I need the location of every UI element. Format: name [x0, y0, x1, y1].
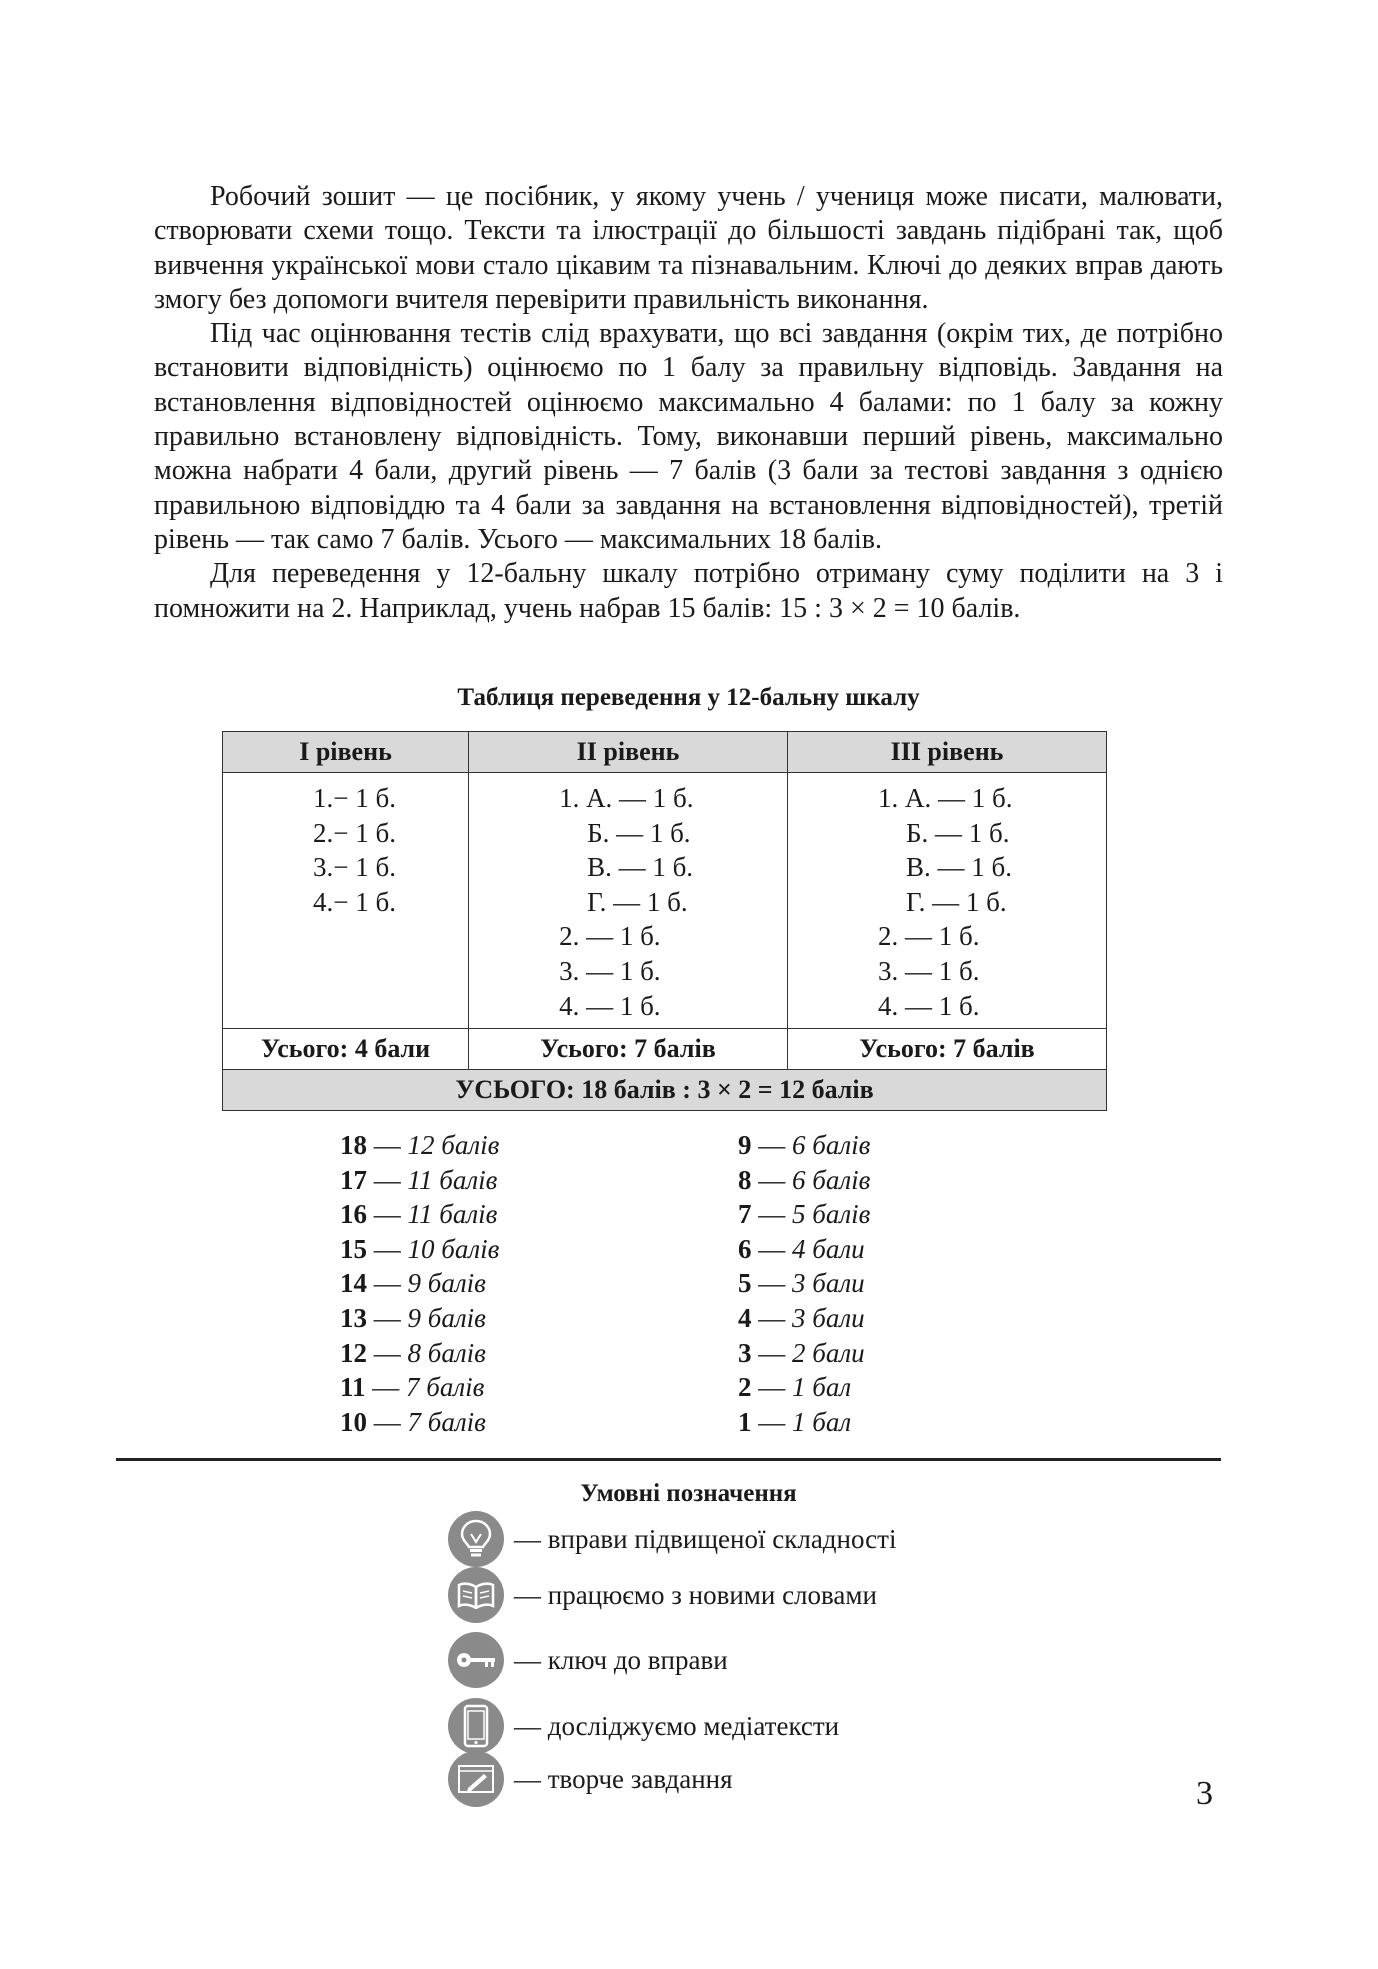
legend-text: — ключ до вправи: [514, 1644, 728, 1675]
scale-row: 7 — 5 балів: [738, 1199, 871, 1230]
level-2-line: 2. — 1 б.: [559, 921, 661, 952]
legend-text: — вправи підвищеної складності: [514, 1523, 897, 1554]
scale-row: 11 — 7 балів: [340, 1372, 485, 1403]
legend-item-pencil: [448, 1750, 733, 1808]
table-title: Таблиця переведення у 12-бальну шкалу: [457, 684, 920, 711]
scale-row: 12 — 8 балів: [340, 1337, 486, 1368]
scale-row: 9 — 6 балів: [738, 1130, 871, 1160]
key-icon: [448, 1632, 504, 1688]
scale-left-column: [340, 1128, 499, 1439]
level-3-line: 3. — 1 б.: [878, 955, 980, 986]
level-1-line: 4.− 1 б.: [313, 886, 396, 917]
level-2-line: 1. А. — 1 б.: [559, 783, 694, 813]
level-2-cell: [469, 773, 788, 1029]
legend-text: — досліджуємо медіатексти: [514, 1710, 840, 1741]
level-1-line: 3.− 1 б.: [313, 852, 396, 883]
page-number: 3: [1196, 1775, 1213, 1812]
scale-row: 18 — 12 балів: [340, 1130, 500, 1160]
scale-row: 8 — 6 балів: [738, 1164, 871, 1195]
level-1-cell: [223, 773, 469, 1029]
scale-row: 6 — 4 бали: [738, 1233, 865, 1264]
level-2-line: Б. — 1 б.: [587, 817, 691, 848]
level-2-line: 4. — 1 б.: [559, 990, 661, 1021]
scale-row: 13 — 9 балів: [340, 1302, 486, 1333]
scale-row: 16 — 11 балів: [340, 1199, 498, 1230]
scale-row: 14 — 9 балів: [340, 1268, 486, 1299]
legend-item-book: [448, 1566, 877, 1624]
level-3-line: Б. — 1 б.: [906, 817, 1010, 848]
scale-row: 2 — 1 бал: [738, 1372, 852, 1403]
legend-item-key: [448, 1631, 728, 1689]
subtotal-level-1: Усього: 4 бали: [223, 1029, 469, 1070]
scale-row: 1 — 1 бал: [738, 1406, 852, 1437]
scale-row: 17 — 11 балів: [340, 1164, 498, 1195]
scale-row: 5 — 3 бали: [738, 1268, 865, 1299]
section-divider: [116, 1458, 1221, 1461]
scale-row: 4 — 3 бали: [738, 1302, 865, 1333]
legend-text: — працюємо з новими словами: [514, 1579, 877, 1610]
level-3-cell: [788, 773, 1107, 1029]
header-level-2: ІІ рівень: [469, 732, 788, 773]
pencil-icon: [448, 1751, 504, 1807]
legend-text: — творче завдання: [514, 1763, 733, 1794]
page-content: [154, 180, 1223, 1794]
grand-total: УСЬОГО: 18 балів : 3 × 2 = 12 балів: [223, 1070, 1107, 1111]
header-level-1: І рівень: [223, 732, 469, 773]
level-1-line: 2.− 1 б.: [313, 817, 396, 848]
book-icon: [448, 1567, 504, 1623]
conversion-table: [222, 731, 1107, 1111]
level-2-line: В. — 1 б.: [587, 852, 694, 883]
header-level-3: ІІІ рівень: [788, 732, 1107, 773]
subtotal-level-3: Усього: 7 балів: [788, 1029, 1107, 1070]
level-3-line: В. — 1 б.: [906, 852, 1013, 883]
intro-paragraph-2: Під час оцінювання тестів слід врахувати, що всі завдання (окрім тих, де потрібно встановити відповідність) оцінюємо по 1 балу за правильну відповідь. Завдання на встановлення відповідностей оцінюємо максимально 4 балами: по 1 балу за кожну правильно встановлену відповідність. Тому, виконавши перший рівень, максимально можна набрати 4 бали, другий рівень — 7 балів (3 бали за тестові завдання з однією правильною відповіддю та 4 бали за завдання на встановлення відповідностей), третій рівень — так само 7 балів. Усього — максимальних 18 балів.: [154, 318, 1223, 555]
level-3-line: Г. — 1 б.: [906, 886, 1007, 917]
level-3-line: 2. — 1 б.: [878, 921, 980, 952]
level-2-line: 3. — 1 б.: [559, 955, 661, 986]
scale-row: 10 — 7 балів: [340, 1406, 486, 1437]
legend-item-lightbulb: [448, 1510, 896, 1568]
legend-item-smartphone: [448, 1697, 839, 1755]
scale-row: 15 — 10 балів: [340, 1233, 500, 1264]
scale-right-column: [738, 1128, 870, 1439]
intro-paragraph-3: Для переведення у 12-бальну шкалу потрібно отриману суму поділити на 3 і помножити на 2. Наприклад, учень набрав 15 балів: 15 : 3 × 2 = 10 балів.: [154, 558, 1223, 624]
subtotal-level-2: Усього: 7 балів: [469, 1029, 788, 1070]
level-2-line: Г. — 1 б.: [587, 886, 688, 917]
smartphone-icon: [448, 1698, 504, 1754]
level-1-line: 1.− 1 б.: [313, 783, 396, 813]
level-3-line: 1. А. — 1 б.: [878, 783, 1013, 813]
scale-row: 3 — 2 бали: [738, 1337, 865, 1368]
legend-title: Умовні позначення: [580, 1480, 797, 1507]
level-3-line: 4. — 1 б.: [878, 990, 980, 1021]
intro-paragraph-1: Робочий зошит — це посібник, у якому учень / учениця може писати, малювати, створювати схеми тощо. Тексти та ілюстрації до більшості завдань підібрані так, щоб вивчення української мови стало цікавим та пізнавальним. Ключі до деяких вправ дають змогу без допомоги вчителя перевірити правильність виконання.: [154, 181, 1223, 315]
lightbulb-icon: [448, 1511, 504, 1567]
